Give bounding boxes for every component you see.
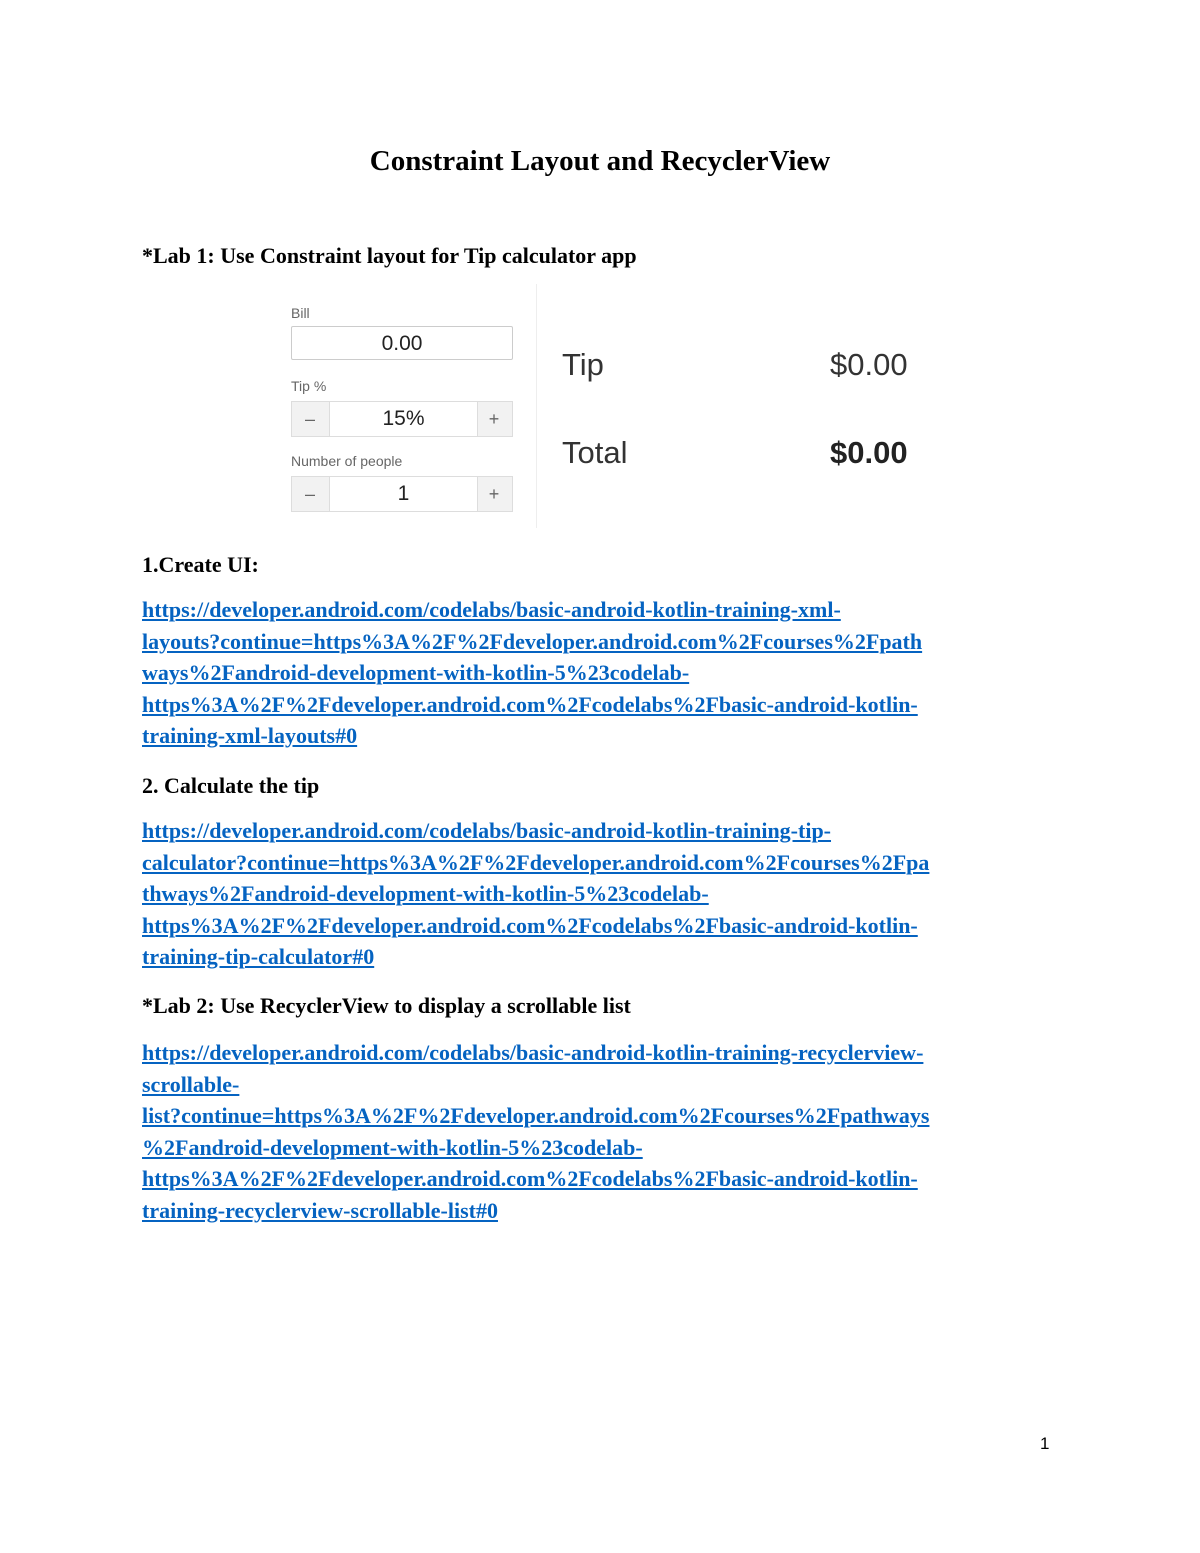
total-value: $0.00 [830,435,908,470]
step1-link-line[interactable]: https%3A%2F%2Fdeveloper.android.com%2Fcodelabs%2Fbasic-android-kotlin- [142,691,918,717]
step2-heading: 2. Calculate the tip [142,773,320,798]
step2-link-line[interactable]: thways%2Fandroid-development-with-kotlin-5%23codelab- [142,881,709,906]
step2-link-line[interactable]: calculator?continue=https%3A%2F%2Fdeveloper.android.com%2Fcourses%2Fpa [142,849,930,875]
tip-result-label: Tip [562,347,604,382]
lab2-heading: *Lab 2: Use RecyclerView to display a scrollable list [142,993,631,1018]
step1-link-line[interactable]: layouts?continue=https%3A%2F%2Fdeveloper.android.com%2Fcourses%2Fpath [142,628,923,654]
lab2-link-line[interactable]: https://developer.android.com/codelabs/basic-android-kotlin-training-recyclerview- [142,1040,924,1065]
step1-link-line[interactable]: https://developer.android.com/codelabs/basic-android-kotlin-training-xml- [142,597,841,622]
tip-percent-value: 15% [329,402,478,436]
lab2-link-line[interactable]: training-recyclerview-scrollable-list#0 [142,1197,498,1223]
tip-percent-label: Tip % [291,378,327,394]
bill-input: 0.00 [291,326,513,360]
people-decrement-button: – [304,484,315,504]
tip-calculator-mockup [276,284,537,528]
lab2-link-line[interactable]: list?continue=https%3A%2F%2Fdeveloper.android.com%2Fcourses%2Fpathways [142,1103,930,1128]
step1-heading: 1.Create UI: [142,552,259,577]
page-number: 1 [1040,1434,1050,1453]
lab2-link-line[interactable]: %2Fandroid-development-with-kotlin-5%23codelab- [142,1134,643,1160]
lab1-heading: *Lab 1: Use Constraint layout for Tip calculator app [142,243,637,268]
tip-decrement-button: – [304,409,315,429]
step1-link-line[interactable]: ways%2Fandroid-development-with-kotlin-5%23codelab- [142,660,690,685]
total-label: Total [562,435,628,470]
lab2-link-line[interactable]: https%3A%2F%2Fdeveloper.android.com%2Fcodelabs%2Fbasic-android-kotlin- [142,1166,918,1191]
people-value: 1 [329,477,478,511]
bill-label: Bill [291,305,310,321]
step2-link-line[interactable]: https://developer.android.com/codelabs/basic-android-kotlin-training-tip- [142,818,832,843]
people-label: Number of people [291,453,403,469]
people-increment-button: + [488,484,500,504]
lab2-link [142,1037,1082,1226]
step2-link [142,815,1082,973]
tip-increment-button: + [488,409,500,429]
lab2-link-line[interactable]: scrollable- [142,1071,240,1097]
tip-result-value: $0.00 [830,347,908,382]
document-title: Constraint Layout and RecyclerView [369,145,831,177]
tip-percent-stepper [291,401,513,437]
step1-link [142,594,1082,752]
step2-link-line[interactable]: https%3A%2F%2Fdeveloper.android.com%2Fcodelabs%2Fbasic-android-kotlin- [142,912,918,938]
step1-link-line[interactable]: training-xml-layouts#0 [142,723,358,748]
step2-link-line[interactable]: training-tip-calculator#0 [142,944,375,969]
people-stepper [291,476,513,512]
